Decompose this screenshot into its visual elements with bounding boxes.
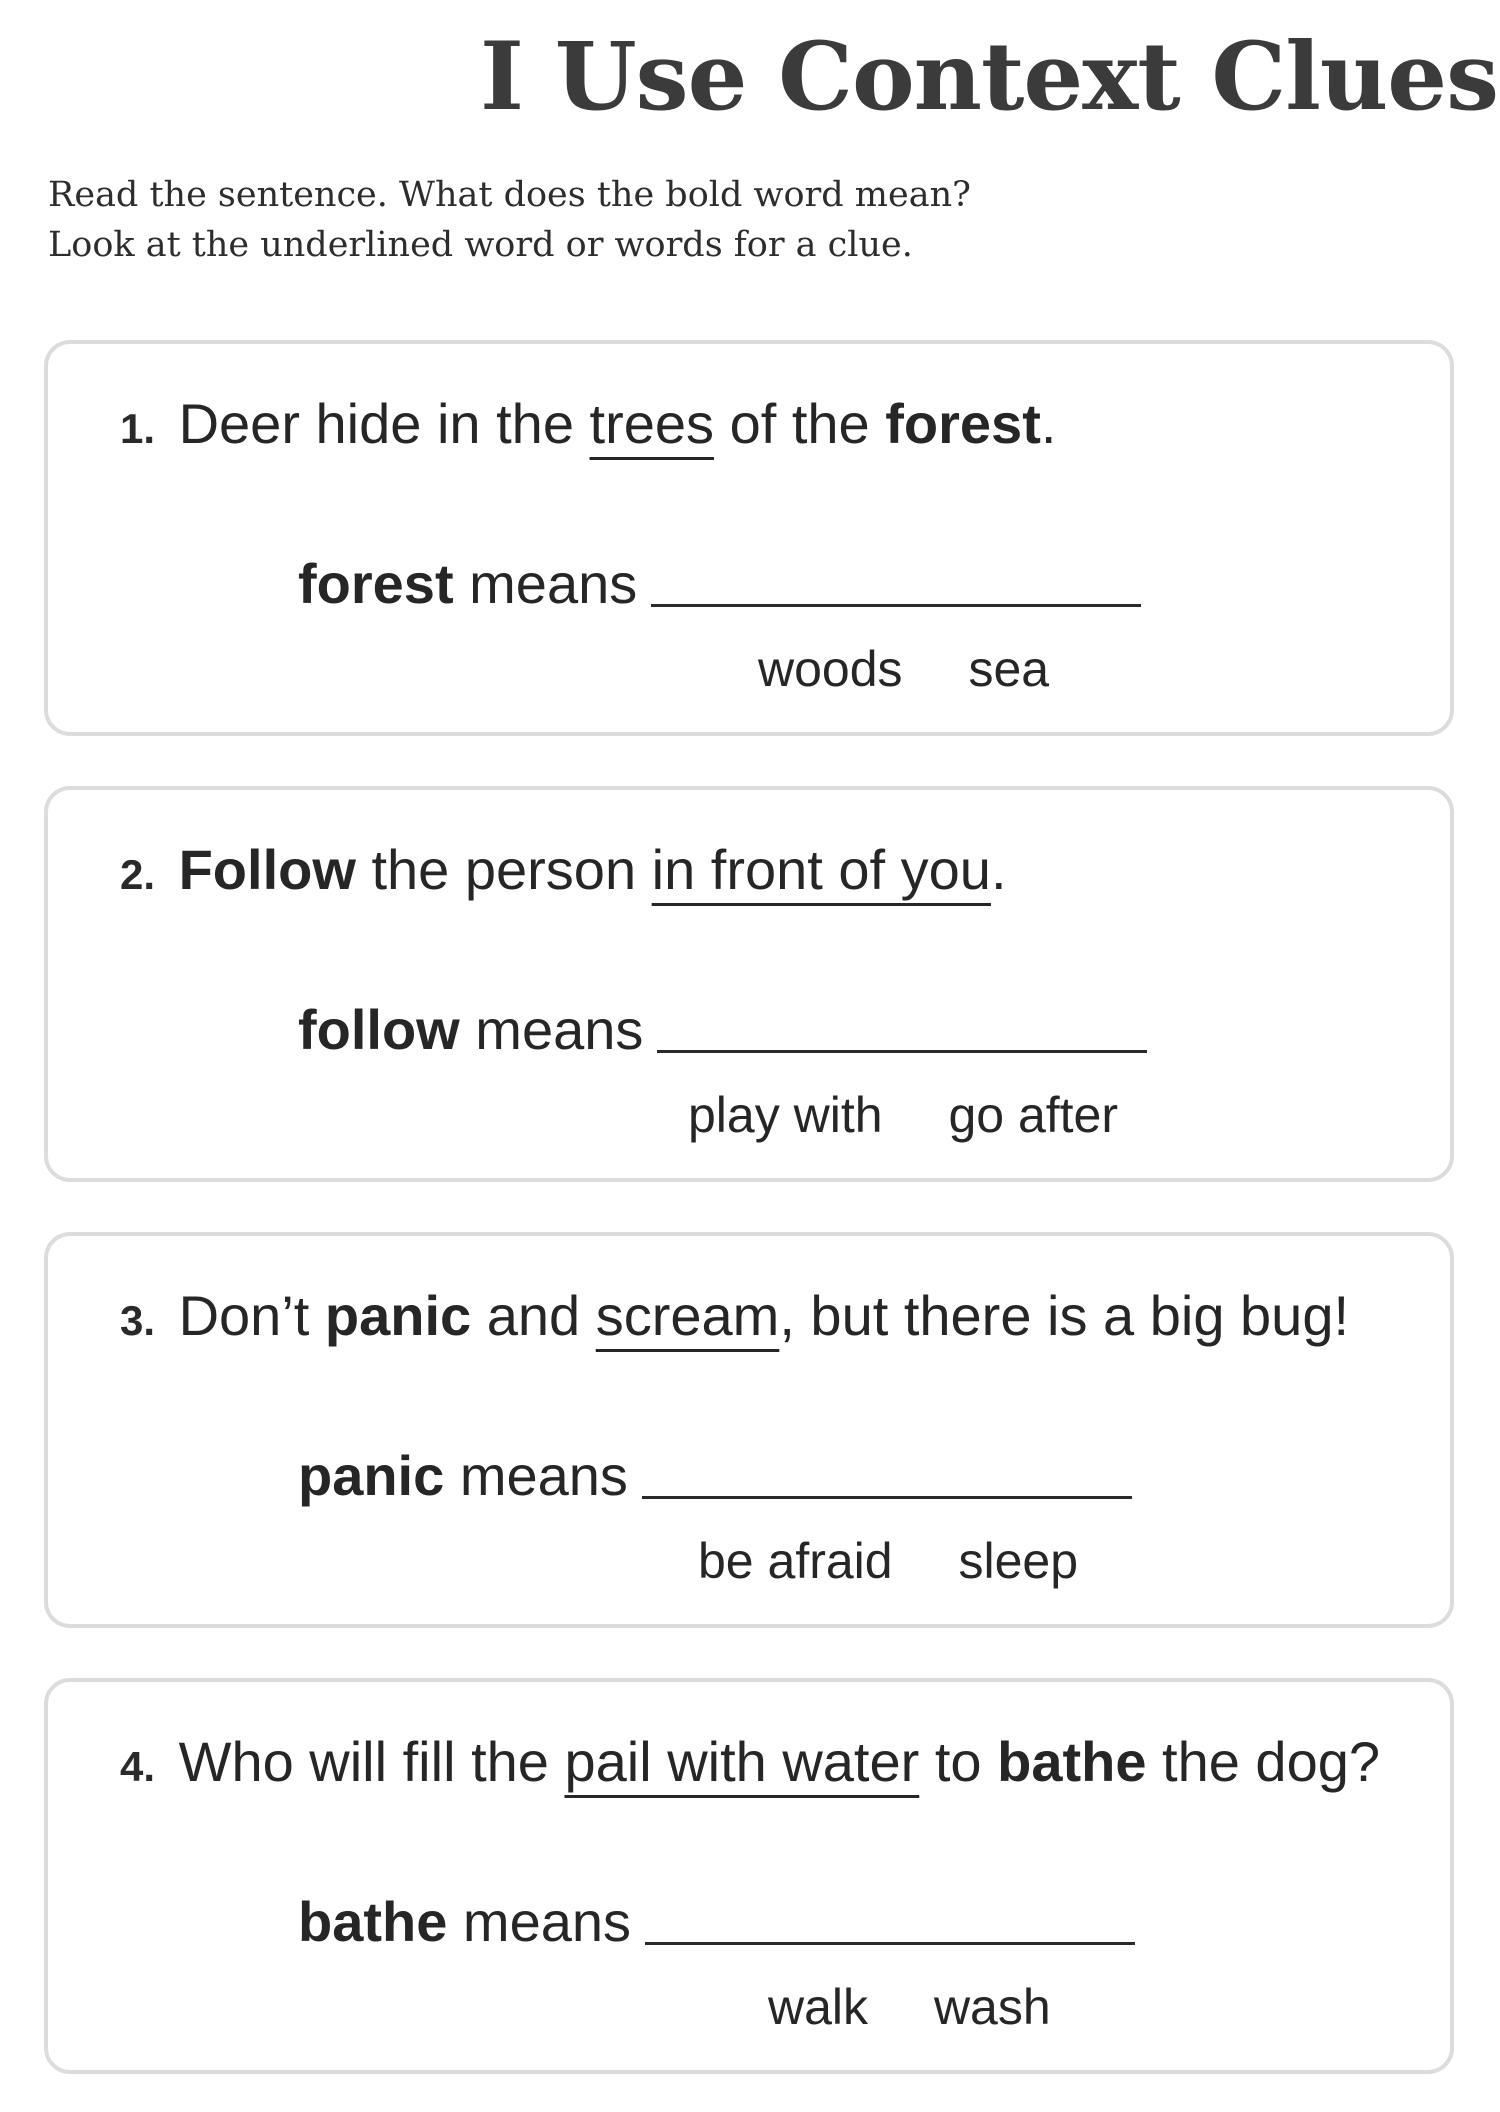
means-word: panic — [298, 1444, 445, 1507]
means-word: bathe — [298, 1890, 448, 1953]
means-row — [298, 1436, 1132, 1516]
means-word: follow — [298, 998, 460, 1061]
page-title: I Use Context Clues — [480, 22, 1498, 132]
answer-blank[interactable] — [657, 1050, 1147, 1053]
means-label: means — [444, 1444, 628, 1507]
choice[interactable]: be afraid — [698, 1533, 893, 1589]
answer-choices — [688, 1080, 1118, 1150]
means-label: means — [447, 1890, 631, 1953]
clue-word: scream — [595, 1284, 780, 1347]
clue-word: trees — [589, 392, 715, 455]
means-word: forest — [298, 552, 454, 615]
choice[interactable]: go after — [948, 1087, 1118, 1143]
question-number: 1. — [120, 405, 156, 452]
sentence-text: of the — [714, 392, 886, 455]
means-row — [298, 544, 1141, 624]
means-row — [298, 1882, 1135, 1962]
question-card-1 — [44, 340, 1454, 736]
sentence-text: to — [919, 1730, 998, 1793]
instruction-line: Read the sentence. What does the bold word mean? — [48, 175, 971, 215]
question-card-4 — [44, 1678, 1454, 2074]
sentence-text: , but there is a big bug! — [779, 1284, 1350, 1347]
answer-choices — [758, 634, 1049, 704]
target-word: bathe — [997, 1730, 1147, 1793]
answer-blank[interactable] — [645, 1942, 1135, 1945]
means-label: means — [459, 998, 644, 1061]
question-number: 3. — [120, 1297, 156, 1344]
sentence-text: Deer hide in the — [178, 392, 590, 455]
clue-word: pail with water — [564, 1730, 920, 1793]
answer-choices — [698, 1526, 1078, 1596]
question-card-3 — [44, 1232, 1454, 1628]
choice[interactable]: play with — [688, 1087, 883, 1143]
target-word: forest — [885, 392, 1041, 455]
sentence-text: the person — [355, 838, 652, 901]
means-label: means — [453, 552, 638, 615]
choice[interactable]: sleep — [958, 1533, 1079, 1589]
question-number: 2. — [120, 851, 156, 898]
sentence-text: the dog? — [1146, 1730, 1381, 1793]
sentence-text: Don’t — [178, 1284, 325, 1347]
choice[interactable]: sea — [968, 641, 1050, 697]
target-word: panic — [324, 1284, 472, 1347]
means-row — [298, 990, 1147, 1070]
question-sentence — [120, 830, 1007, 915]
answer-blank[interactable] — [642, 1496, 1132, 1499]
answer-choices — [768, 1972, 1051, 2042]
question-card-2 — [44, 786, 1454, 1182]
choice[interactable]: woods — [758, 641, 903, 697]
choice[interactable]: walk — [768, 1979, 869, 2035]
target-word: Follow — [178, 838, 356, 901]
sentence-text: and — [471, 1284, 596, 1347]
sentence-text: . — [1040, 392, 1057, 455]
choice[interactable]: wash — [933, 1979, 1051, 2035]
question-sentence — [120, 1722, 1380, 1807]
sentence-text: . — [990, 838, 1007, 901]
instruction-line: Look at the underlined word or words for a clue. — [48, 225, 913, 265]
question-number: 4. — [120, 1743, 156, 1790]
instructions — [48, 170, 971, 270]
answer-blank[interactable] — [651, 604, 1141, 607]
question-sentence — [120, 1276, 1349, 1361]
clue-word: in front of you — [651, 838, 991, 901]
sentence-text: Who will fill the — [178, 1730, 565, 1793]
question-sentence — [120, 384, 1056, 469]
